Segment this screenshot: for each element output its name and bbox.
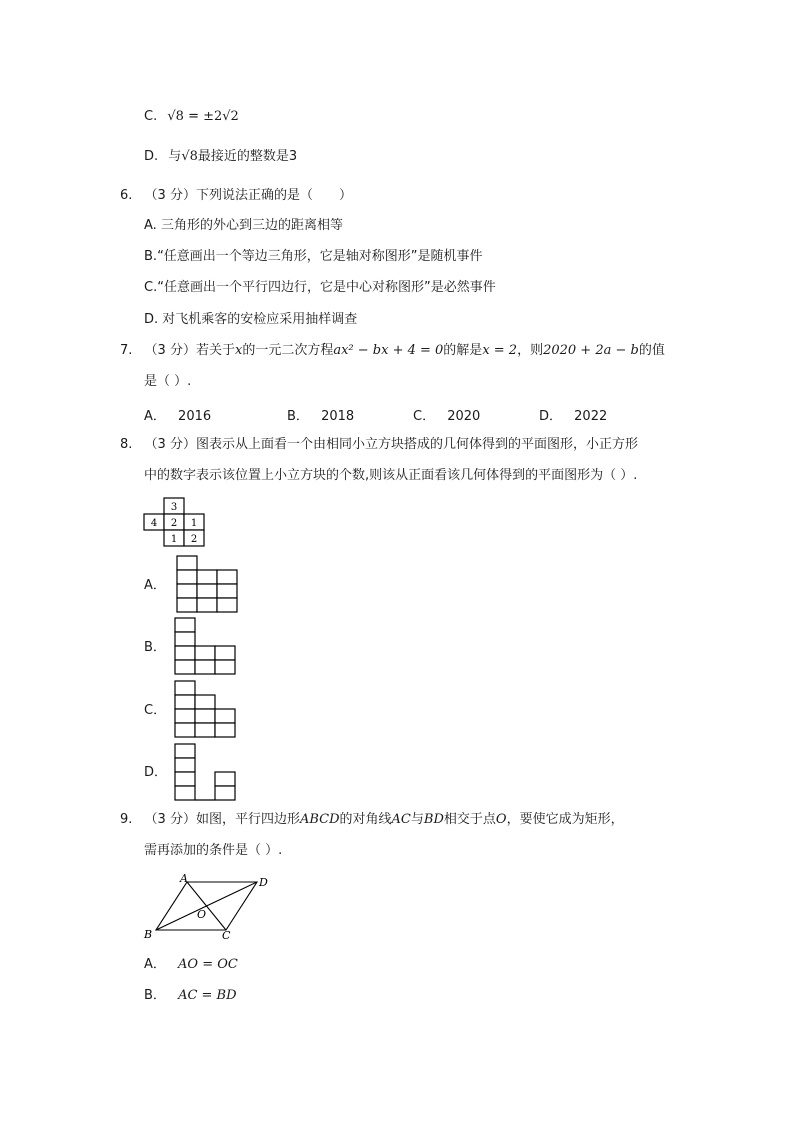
q8-option-c-label: C． xyxy=(144,703,167,718)
q8-option-b-label: B． xyxy=(144,640,166,655)
grid-number: 2 xyxy=(190,534,198,545)
q7-stem-line2: 是（ ）. xyxy=(144,374,192,389)
q6-option-a: A. 三角形的外心到三边的距离相等 xyxy=(144,218,343,233)
point-label-d: D xyxy=(259,876,268,889)
q8-option-a-figure xyxy=(176,555,238,613)
grid-number: 4 xyxy=(150,518,158,529)
q7-option-d: D． 2022 xyxy=(539,409,608,424)
point-label-c: C xyxy=(222,929,231,942)
q7-stem-line1: 7. （3 分）若关于x的一元二次方程ax² − bx + 4 = 0的解是x = 2，则2020 + 2a − b的值 xyxy=(120,343,665,358)
q8-option-d-label: D． xyxy=(144,765,168,780)
q8-option-b-figure xyxy=(174,617,236,675)
point-label-b: B xyxy=(144,928,153,941)
q9-option-a: A． AO = OC xyxy=(144,957,238,972)
point-label-o: O xyxy=(197,908,207,921)
q8-top-view-grid xyxy=(142,496,212,548)
q6-option-d: D. 对飞机乘客的安检应采用抽样调查 xyxy=(144,312,358,327)
q5-option-c: C. √8 = ±2√2 xyxy=(144,109,239,124)
grid-number: 1 xyxy=(170,534,178,545)
q9-parallelogram-figure xyxy=(140,872,280,942)
q7-option-b: B． 2018 xyxy=(287,409,355,424)
point-label-a: A xyxy=(180,872,188,885)
q6-option-c: C.“任意画出一个平行四边行，它是中心对称图形”是必然事件 xyxy=(144,280,496,295)
q8-option-a-label: A． xyxy=(144,578,166,593)
q7-option-c: C． 2020 xyxy=(413,409,481,424)
q9-stem-line2: 需再添加的条件是（ ）. xyxy=(144,843,283,858)
grid-number: 2 xyxy=(170,518,178,529)
q9-option-b: B． AC = BD xyxy=(144,988,237,1003)
q5-option-d: D. 与√8最接近的整数是3 xyxy=(144,149,298,164)
grid-number: 1 xyxy=(190,518,198,529)
grid-number: 3 xyxy=(170,502,178,513)
q6-stem: 6. （3 分）下列说法正确的是（ ） xyxy=(120,188,352,203)
q8-stem-line2: 中的数字表示该位置上小立方块的个数,则该从正面看该几何体得到的平面图形为（ ）. xyxy=(144,468,638,483)
q9-stem-line1: 9. （3 分）如图，平行四边形ABCD的对角线AC与BD相交于点O，要使它成为矩形， xyxy=(120,812,624,827)
q6-option-b: B.“任意画出一个等边三角形，它是轴对称图形”是随机事件 xyxy=(144,249,483,264)
q7-option-a: A． 2016 xyxy=(144,409,212,424)
q8-option-d-figure xyxy=(174,743,236,801)
q8-stem-line1: 8. （3 分）图表示从上面看一个由相同小立方块搭成的几何体得到的平面图形，小正方形 xyxy=(120,437,638,452)
q8-option-c-figure xyxy=(174,680,236,738)
